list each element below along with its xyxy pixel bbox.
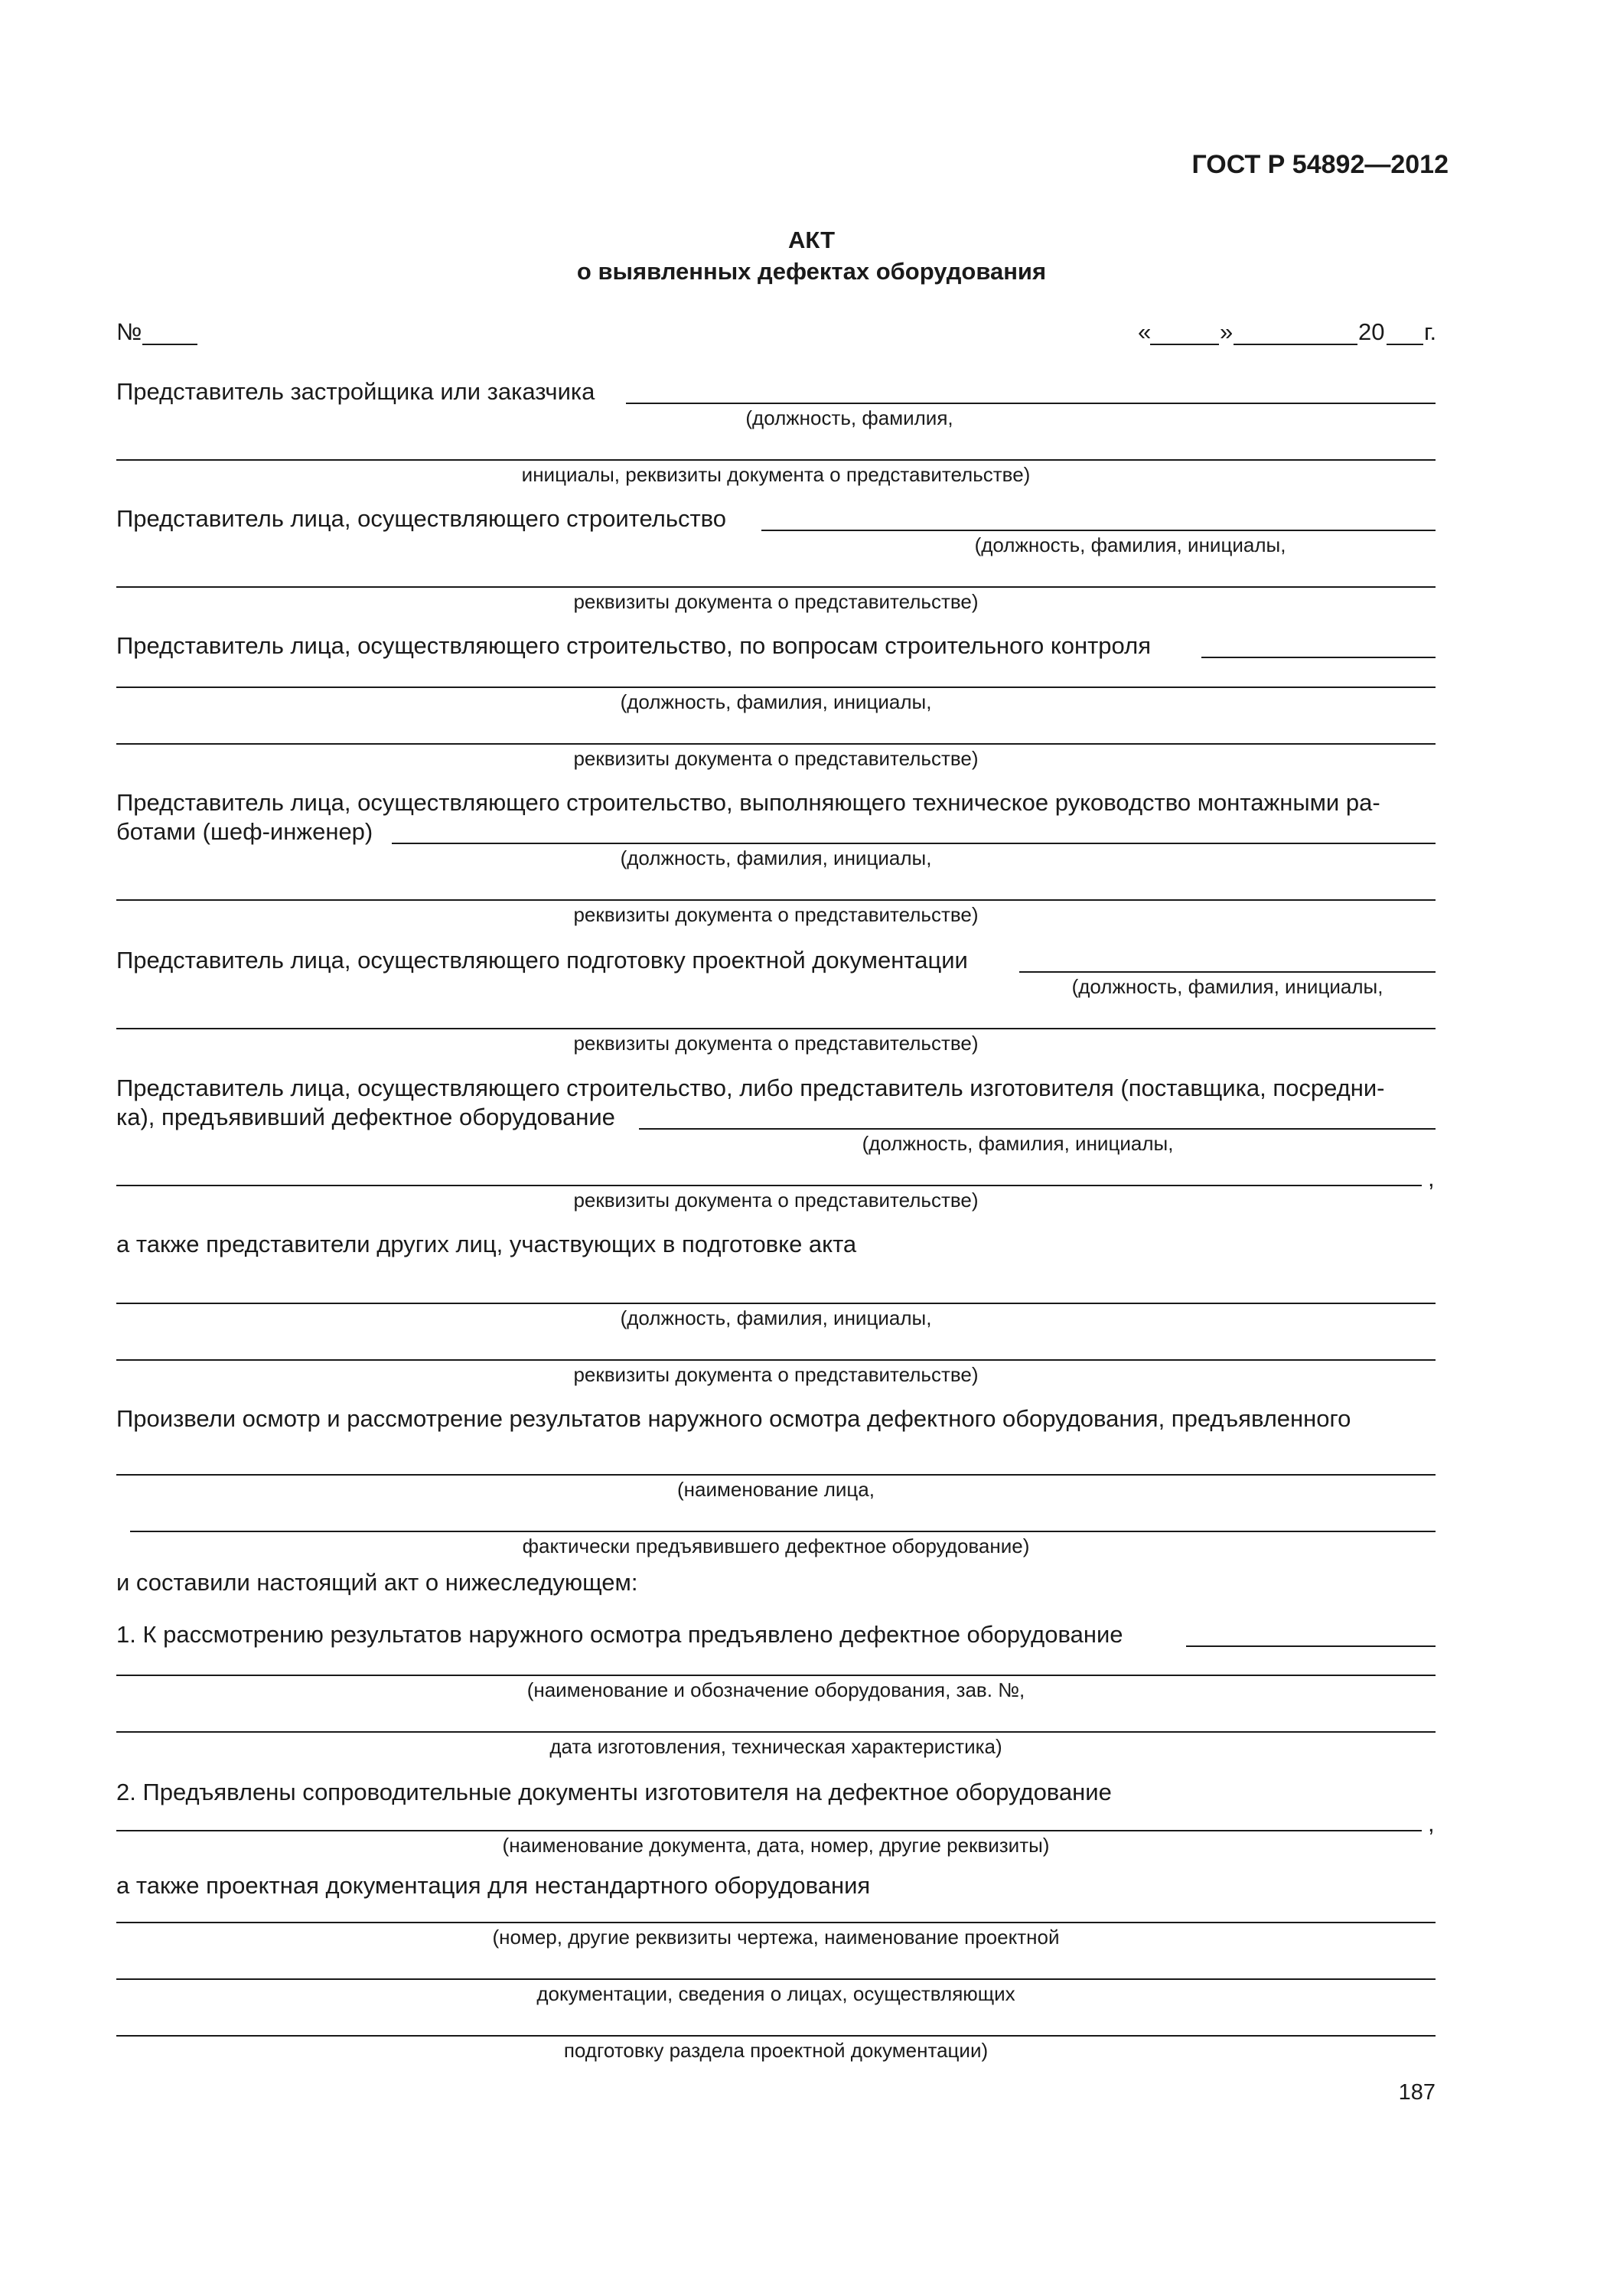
- date-year-suffix: г.: [1424, 318, 1437, 345]
- page-number: 187: [1398, 2080, 1436, 2105]
- supplier-rep-label-2: ка), предъявивший дефектное оборудование: [116, 1104, 615, 1130]
- project-docs-caption-3: подготовку раздела проектной документации): [563, 2039, 989, 2062]
- item-2-comma: ,: [1428, 1810, 1435, 1837]
- act-number-field[interactable]: [142, 344, 197, 345]
- builder-rep-field-2[interactable]: [116, 586, 1436, 588]
- inspection-field[interactable]: [116, 1474, 1436, 1476]
- item-1-caption-2: дата изготовления, техническая характеристика): [549, 1735, 1002, 1758]
- builder-rep-caption: (должность, фамилия, инициалы,: [974, 533, 1286, 556]
- builder-rep-caption-2: реквизиты документа о представительстве): [573, 590, 979, 613]
- date-month-field[interactable]: [1234, 344, 1357, 345]
- supplier-rep-label-1: Представитель лица, осуществляющего строительство, либо представитель изготовителя (поставщика, посредни-: [116, 1075, 1385, 1101]
- supplier-rep-caption-2: реквизиты документа о представительстве): [573, 1189, 979, 1212]
- others-label: а также представители других лиц, участвующих в подготовке акта: [116, 1231, 857, 1257]
- builder-rep-label: Представитель лица, осуществляющего строительство: [116, 505, 727, 532]
- inspection-text: Произвели осмотр и рассмотрение результатов наружного осмотра дефектного оборудования, предъявленного: [116, 1405, 1351, 1432]
- designer-rep-field[interactable]: [1019, 971, 1436, 973]
- date-quote-open: «: [1138, 318, 1152, 345]
- project-docs-field[interactable]: [116, 1922, 1436, 1923]
- item-1-text: 1. К рассмотрению результатов наружного осмотра предъявлено дефектное оборудование: [116, 1621, 1123, 1648]
- supplier-rep-field[interactable]: [639, 1128, 1436, 1130]
- item-1-field-3[interactable]: [116, 1731, 1436, 1733]
- builder-rep-field[interactable]: [761, 530, 1436, 531]
- project-docs-text: а также проектная документация для нестандартного оборудования: [116, 1872, 871, 1899]
- control-rep-label: Представитель лица, осуществляющего строительство, по вопросам строительного контроля: [116, 632, 1151, 659]
- others-field-2[interactable]: [116, 1359, 1436, 1361]
- supplier-rep-caption: (должность, фамилия, инициалы,: [862, 1132, 1174, 1155]
- item-1-field[interactable]: [1186, 1645, 1436, 1647]
- supervisor-rep-label-1: Представитель лица, осуществляющего строительство, выполняющего техническое руководство монтажными ра-: [116, 789, 1380, 816]
- inspection-caption: (наименование лица,: [677, 1478, 875, 1501]
- others-field[interactable]: [116, 1303, 1436, 1304]
- project-docs-field-2[interactable]: [116, 1978, 1436, 1980]
- control-rep-field-3[interactable]: [116, 743, 1436, 745]
- designer-rep-caption-2: реквизиты документа о представительстве): [573, 1032, 979, 1055]
- item-2-field[interactable]: [116, 1830, 1422, 1831]
- date-quote-close: »: [1220, 318, 1234, 345]
- date-year-prefix: 20: [1358, 318, 1385, 345]
- developer-rep-caption: (должность, фамилия,: [745, 406, 953, 429]
- project-docs-caption: (номер, другие реквизиты чертежа, наименование проектной: [492, 1926, 1060, 1949]
- control-rep-caption-2: реквизиты документа о представительстве): [573, 747, 979, 770]
- compiled-text: и составили настоящий акт о нижеследующем:: [116, 1569, 638, 1596]
- designer-rep-label: Представитель лица, осуществляющего подготовку проектной документации: [116, 947, 968, 974]
- supplier-rep-field-2[interactable]: [116, 1185, 1422, 1186]
- developer-rep-field-2[interactable]: [116, 459, 1436, 461]
- item-1-caption: (наименование и обозначение оборудования, зав. №,: [526, 1678, 1025, 1701]
- supervisor-rep-field[interactable]: [392, 843, 1436, 844]
- inspection-field-2[interactable]: [130, 1531, 1436, 1532]
- standard-number: ГОСТ Р 54892—2012: [1191, 150, 1449, 179]
- act-subtitle: о выявленных дефектах оборудования: [576, 258, 1047, 285]
- supervisor-rep-label-2: ботами (шеф-инженер): [116, 818, 373, 845]
- supplier-rep-comma: ,: [1428, 1165, 1435, 1192]
- developer-rep-field[interactable]: [626, 403, 1436, 404]
- others-caption: (должность, фамилия, инициалы,: [620, 1306, 932, 1329]
- date-day-field[interactable]: [1150, 344, 1219, 345]
- control-rep-field[interactable]: [1201, 657, 1436, 658]
- control-rep-caption: (должность, фамилия, инициалы,: [620, 690, 932, 713]
- act-number-label: №: [116, 318, 142, 345]
- inspection-caption-2: фактически предъявившего дефектное оборудование): [522, 1534, 1030, 1557]
- item-1-field-2[interactable]: [116, 1675, 1436, 1676]
- others-caption-2: реквизиты документа о представительстве): [573, 1363, 979, 1386]
- supervisor-rep-caption-2: реквизиты документа о представительстве): [573, 903, 979, 926]
- project-docs-caption-2: документации, сведения о лицах, осуществляющих: [536, 1982, 1015, 2005]
- designer-rep-field-2[interactable]: [116, 1028, 1436, 1029]
- item-2-text: 2. Предъявлены сопроводительные документы изготовителя на дефектное оборудование: [116, 1779, 1112, 1805]
- act-title: АКТ: [787, 227, 836, 253]
- date-year-field[interactable]: [1387, 344, 1423, 345]
- item-2-caption: (наименование документа, дата, номер, другие реквизиты): [502, 1834, 1050, 1857]
- supervisor-rep-caption: (должность, фамилия, инициалы,: [620, 846, 932, 869]
- project-docs-field-3[interactable]: [116, 2035, 1436, 2037]
- control-rep-field-2[interactable]: [116, 687, 1436, 688]
- developer-rep-caption-2: инициалы, реквизиты документа о представительстве): [521, 463, 1031, 486]
- developer-rep-label: Представитель застройщика или заказчика: [116, 378, 595, 405]
- supervisor-rep-field-2[interactable]: [116, 899, 1436, 901]
- designer-rep-caption: (должность, фамилия, инициалы,: [1071, 975, 1383, 998]
